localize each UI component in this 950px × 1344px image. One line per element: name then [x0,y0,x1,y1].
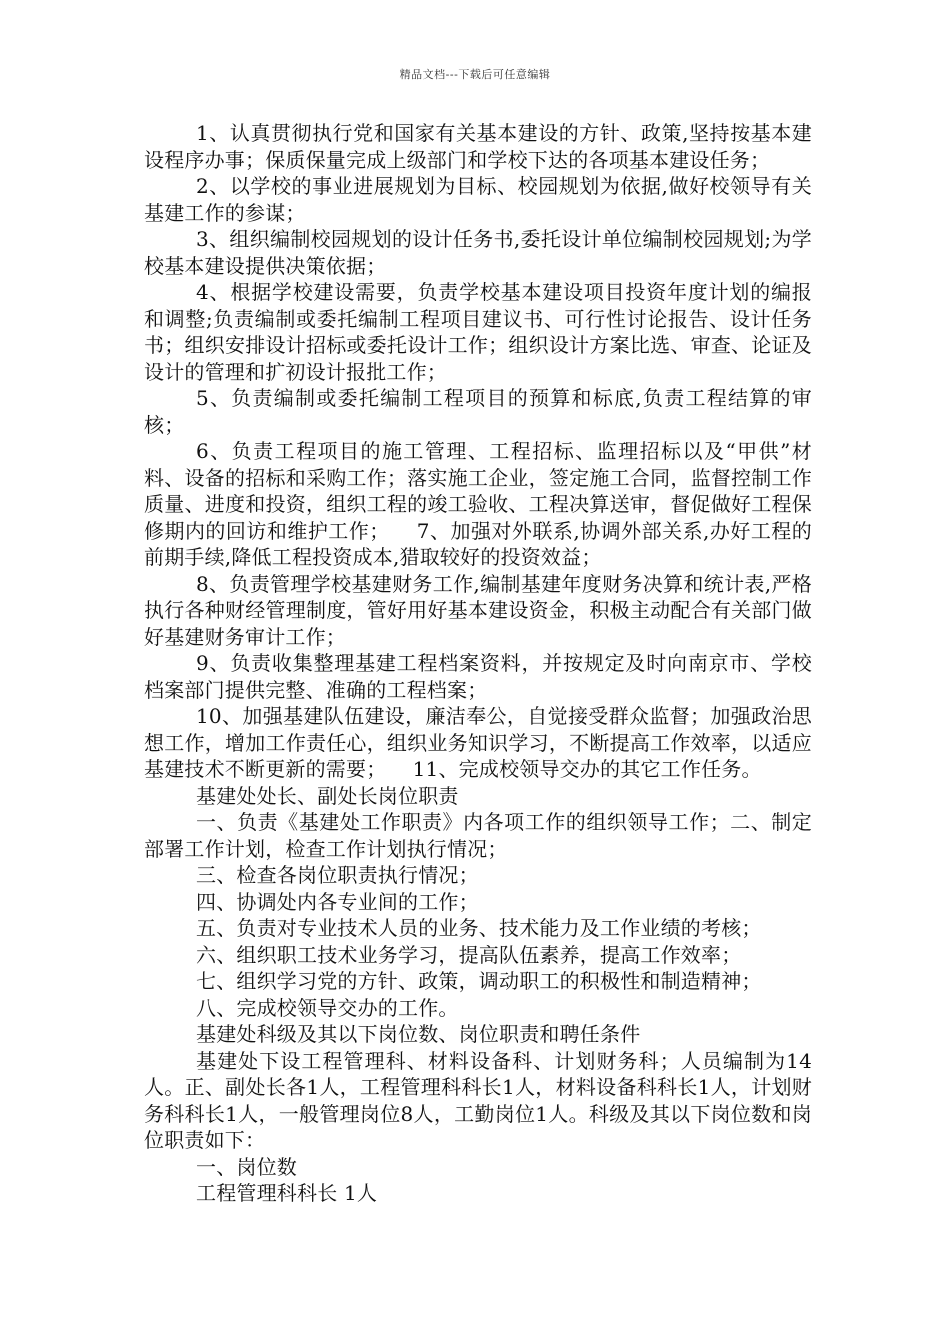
paragraph-position-item: 工程管理科科长 1人 [196,1181,378,1205]
paragraph-duty-2: 2、以学校的事业进展规划为目标、校园规划为依据,做好校领导有关基建工作的参谋； [144,174,812,225]
paragraph-duty-9: 9、负责收集整理基建工程档案资料，并按规定及时向南京市、学校档案部门提供完整、准确的工程档案； [144,651,812,702]
paragraph-director-4: 四、协调处内各专业间的工作； [196,889,479,914]
document-body [144,120,812,1207]
paragraph-duty-5: 5、负责编制或委托编制工程项目的预算和标底,负责工程结算的审核； [144,386,812,437]
paragraph-duty-10-11: 10、加强基建队伍建设，廉洁奉公，自觉接受群众监督；加强政治思想工作，增加工作责任心，组织业务知识学习，不断提高工作效率，以适应基建技术不断更新的需要； 11、完成校领导交办的其它工作任务。 [144,704,812,781]
section-heading-positions: 基建处科级及其以下岗位数、岗位职责和聘任条件 [196,1022,641,1046]
section-heading-director-duties: 基建处处长、副处长岗位职责 [196,783,459,808]
paragraph-director-7: 七、组织学习党的方针、政策，调动职工的积极性和制造精神； [196,969,762,993]
paragraph-director-5: 五、负责对专业技术人员的业务、技术能力及工作业绩的考核； [196,916,762,940]
paragraph-staffing: 基建处下设工程管理科、材料设备科、计划财务科；人员编制为14人。正、副处长各1人，工程管理科科长1人，材料设备科科长1人，计划财务科科长1人，一般管理岗位8人，工勤岗位1人。科级及其以下岗位数和岗位职责如下： [144,1048,812,1152]
subheading-position-count: 一、岗位数 [196,1154,297,1179]
paragraph-duty-8: 8、负责管理学校基建财务工作,编制基建年度财务决算和统计表,严格执行各种财经管理制度，管好用好基本建设资金，积极主动配合有关部门做好基建财务审计工作； [144,571,812,649]
page-header: 精品文档---下载后可任意编辑 [399,68,551,81]
paragraph-duty-4: 4、根据学校建设需要，负责学校基本建设项目投资年度计划的编报和调整;负责编制或委托编制工程项目建议书、可行性讨论报告、设计任务书；组织安排设计招标或委托设计工作；组织设计方案比选、审查、论证及设计的管理和扩初设计报批工作； [144,280,812,384]
paragraph-director-6: 六、组织职工技术业务学习，提高队伍素养，提高工作效率； [196,942,742,967]
paragraph-duty-6-7: 6、负责工程项目的施工管理、工程招标、监理招标以及“甲供”材料、设备的招标和采购工作；落实施工企业，签定施工合同，监督控制工作质量、进度和投资，组织工程的竣工验收、工程决算送审，督促做好工程保修期内的回访和维护工作； 7、加强对外联系,协调外部关系,办好工程的前期手续,降低工程投资成本,猎取较好的投资效益； [144,439,812,569]
paragraph-duty-3: 3、组织编制校园规划的设计任务书,委托设计单位编制校园规划;为学校基本建设提供决策依据； [144,227,812,278]
paragraph-director-8: 八、完成校领导交办的工作。 [196,995,459,1020]
paragraph-duty-1: 1、认真贯彻执行党和国家有关基本建设的方针、政策,坚持按基本建设程序办事；保质保量完成上级部门和学校下达的各项基本建设任务； [144,121,812,172]
paragraph-director-1-2: 一、负责《基建处工作职责》内各项工作的组织领导工作；二、制定部署工作计划，检查工作计划执行情况； [144,810,812,861]
paragraph-director-3: 三、检查各岗位职责执行情况； [196,863,479,887]
